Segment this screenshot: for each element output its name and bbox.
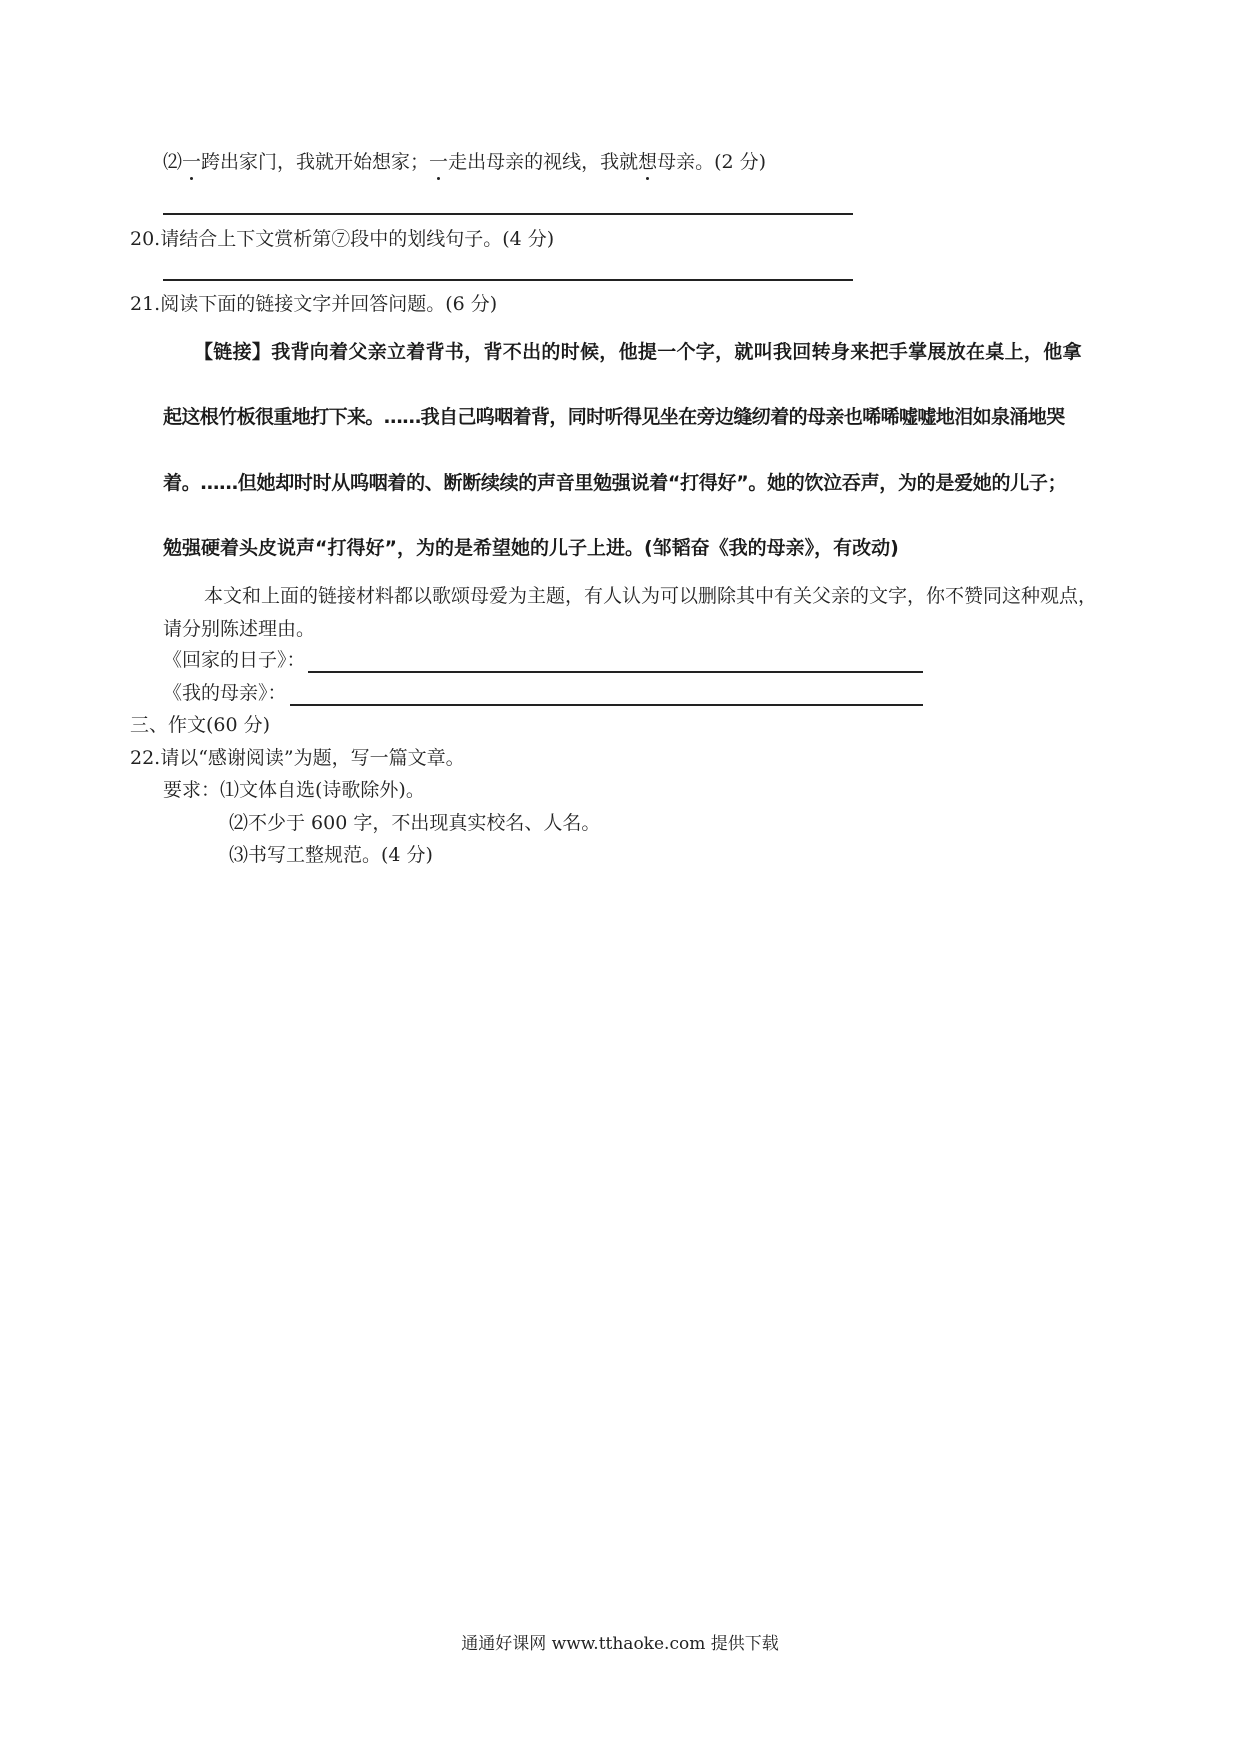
question-20: 20.请结合上下文赏析第⑦段中的划线句子。(4 分) — [130, 228, 555, 250]
question-21: 21.阅读下面的链接文字并回答问题。(6 分) — [130, 293, 498, 315]
requirement-3: ⑶书写工整规范。(4 分) — [229, 844, 433, 866]
text-segment: 母亲。(2 分) — [657, 151, 767, 173]
question-19-2 — [163, 150, 766, 174]
text-segment: 跨出家门，我就开始想家； — [201, 151, 430, 173]
link-passage-line: 起这根竹板很重地打下来。……我自己呜咽着背，同时听得见坐在旁边缝纫着的母亲也唏唏嘘嘘地泪如泉涌地哭 — [163, 406, 1065, 428]
link-passage-line: 【链接】我背向着父亲立着背书，背不出的时候，他提一个字，就叫我回转身来把手掌展放在桌上，他拿 — [194, 341, 1082, 363]
question-21-prompt: 请分别陈述理由。 — [163, 618, 316, 640]
page-footer: 通通好课网 www.tthaoke.com 提供下载 — [461, 1634, 779, 1654]
emphasis-char: 一 — [182, 151, 202, 173]
question-22: 22.请以“感谢阅读”为题，写一篇文章。 — [130, 747, 465, 769]
answer-line — [308, 671, 923, 673]
sub-number: ⑵ — [163, 151, 183, 173]
text-segment: 走出母亲的视线，我就 — [448, 151, 639, 173]
emphasis-char: 想 — [638, 151, 658, 173]
requirement-2: ⑵不少于 600 字，不出现真实校名、人名。 — [229, 812, 601, 834]
question-21-prompt: 本文和上面的链接材料都以歌颂母爱为主题，有人认为可以删除其中有关父亲的文字，你不赞同这种观点， — [204, 585, 1098, 607]
answer-line — [163, 213, 853, 215]
link-passage-line: 勉强硬着头皮说声“打得好”，为的是希望她的儿子上进。(邹韬奋《我的母亲》，有改动) — [163, 537, 899, 559]
answer-label-a: 《回家的日子》： — [163, 649, 306, 671]
emphasis-char: 一 — [429, 151, 449, 173]
answer-line — [290, 704, 923, 706]
answer-label-b: 《我的母亲》： — [163, 682, 287, 704]
answer-line — [163, 279, 853, 281]
section-heading: 三、作文(60 分) — [130, 714, 271, 736]
link-passage-line: 着。……但她却时时从呜咽着的、断断续续的声音里勉强说着“打得好”。她的饮泣吞声，为的是爱她的儿子； — [163, 472, 1067, 494]
requirement-1: 要求：⑴文体自选(诗歌除外)。 — [163, 779, 425, 801]
